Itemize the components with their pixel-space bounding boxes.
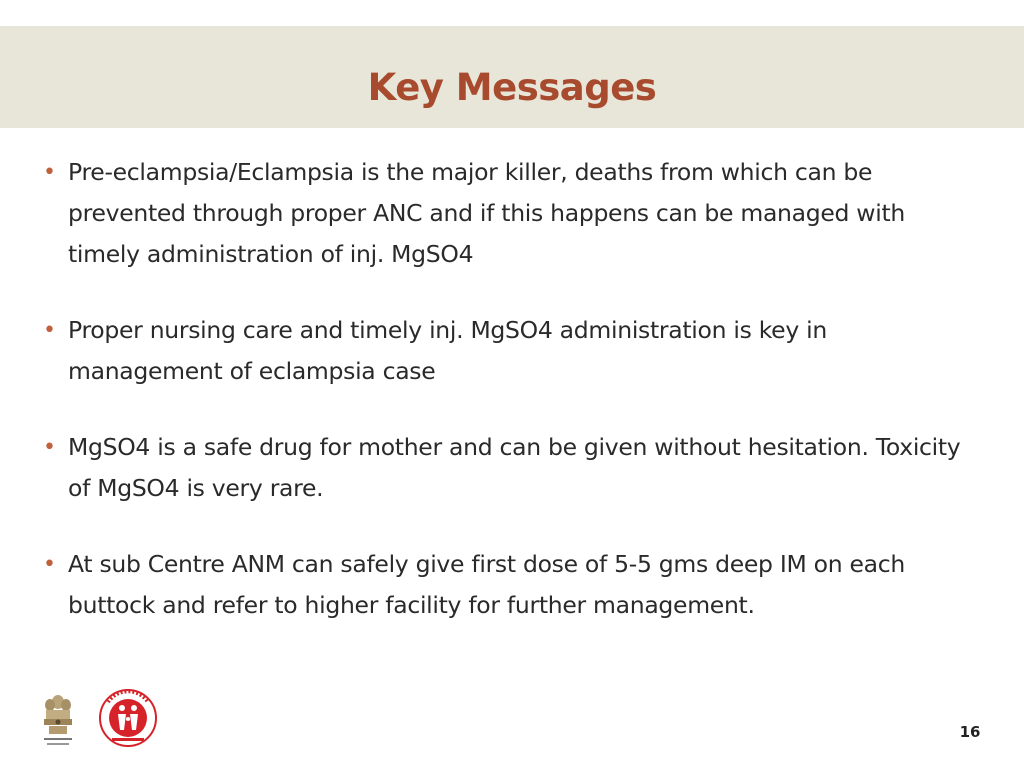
bullet-dot-icon: • xyxy=(43,552,56,577)
footer-logos xyxy=(40,686,170,750)
bullet-item xyxy=(43,310,973,392)
bullet-dot-icon: • xyxy=(43,318,56,343)
bullet-text: At sub Centre ANM can safely give first dose of 5-5 gms deep IM on each buttock and refer to higher facility for further management. xyxy=(68,550,905,619)
bullet-text: MgSO4 is a safe drug for mother and can be given without hesitation. Toxicity of MgSO4 is very rare. xyxy=(68,433,961,502)
slide-title: Key Messages xyxy=(367,66,657,109)
bullet-text: Pre-eclampsia/Eclampsia is the major killer, deaths from which can be prevented through proper ANC and if this happens can be managed with timely administration of inj. MgSO4 xyxy=(68,158,905,268)
bullet-dot-icon: • xyxy=(43,435,56,460)
bullet-item xyxy=(43,427,973,509)
bullet-item xyxy=(43,544,973,626)
national-emblem-icon xyxy=(44,695,72,745)
page-number: 16 xyxy=(959,723,981,741)
national-health-mission-logo-icon xyxy=(100,690,156,746)
bullet-item xyxy=(43,152,973,275)
bullet-text: Proper nursing care and timely inj. MgSO4 administration is key in management of eclampsia case xyxy=(68,316,827,385)
bullet-dot-icon: • xyxy=(43,160,56,185)
